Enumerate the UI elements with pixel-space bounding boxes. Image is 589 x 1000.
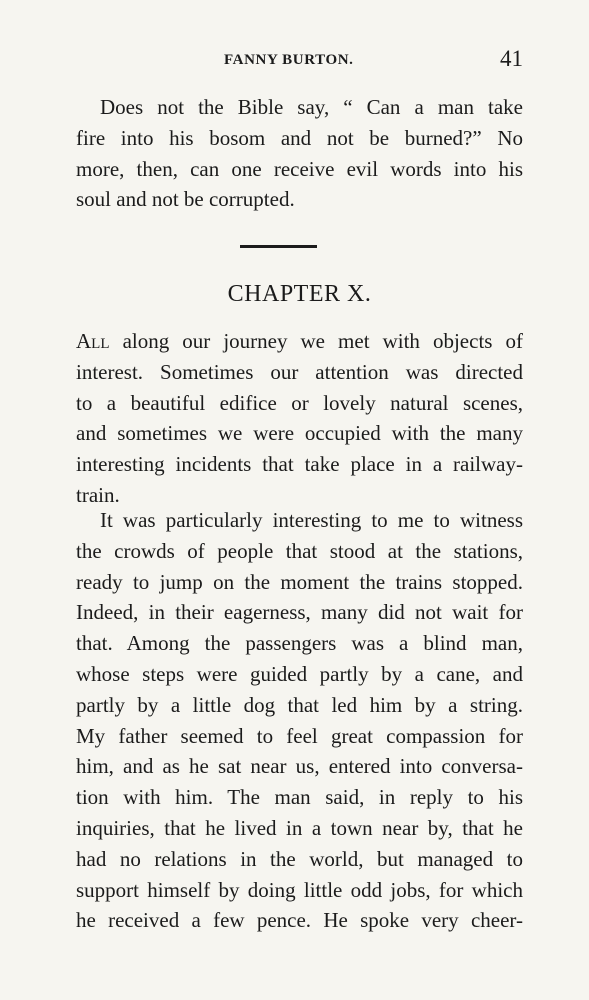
text-line: fire into his bosom and not be burned?” No <box>76 125 523 150</box>
text-line: My father seemed to feel great compassion for <box>76 723 523 748</box>
text-line: train. <box>76 482 120 507</box>
text-line: whose steps were guided partly by a cane, and <box>76 661 523 686</box>
page-number: 41 <box>500 46 523 71</box>
text-line: inquiries, that he lived in a town near by, that he <box>76 815 523 840</box>
running-head <box>76 46 523 74</box>
text-line: and sometimes we were occupied with the many <box>76 421 523 446</box>
text-line: him, and as he sat near us, entered into conversa- <box>76 754 523 779</box>
text-line-rest: along our journey we met with objects of <box>122 329 524 353</box>
text-line: the crowds of people that stood at the stations, <box>76 538 523 563</box>
paragraph-journey <box>76 326 523 511</box>
text-line: Indeed, in their eagerness, many did not wait for <box>76 600 523 625</box>
text-line: partly by a little dog that led him by a string. <box>76 692 523 717</box>
chapter-heading: CHAPTER X. <box>227 281 372 307</box>
text-line: support himself by doing little odd jobs, for which <box>76 877 523 902</box>
text-line: It was particularly interesting to me to witness <box>100 508 523 532</box>
text-line: more, then, can one receive evil words into his <box>76 156 523 181</box>
running-title: FANNY BURTON. <box>224 52 354 68</box>
text-line: he received a few pence. He spoke very cheer- <box>76 908 523 933</box>
paragraph-bible-quote <box>76 92 523 215</box>
text-line: interesting incidents that take place in a railway- <box>76 452 523 477</box>
text-line <box>76 326 523 357</box>
paragraph-blind-man <box>76 505 523 936</box>
text-line: tion with him. The man said, in reply to his <box>76 785 523 810</box>
text-line: that. Among the passengers was a blind man, <box>76 631 523 656</box>
drop-word: All <box>76 329 110 353</box>
text-line: interest. Sometimes our attention was directed <box>76 359 523 384</box>
text-line: had no relations in the world, but managed to <box>76 846 523 871</box>
text-line: to a beautiful edifice or lovely natural scenes, <box>76 390 523 415</box>
text-line: ready to jump on the moment the trains stopped. <box>76 569 523 594</box>
section-divider <box>240 245 317 248</box>
text-line: Does not the Bible say, “ Can a man take <box>100 95 523 119</box>
text-line: soul and not be corrupted. <box>76 187 295 212</box>
